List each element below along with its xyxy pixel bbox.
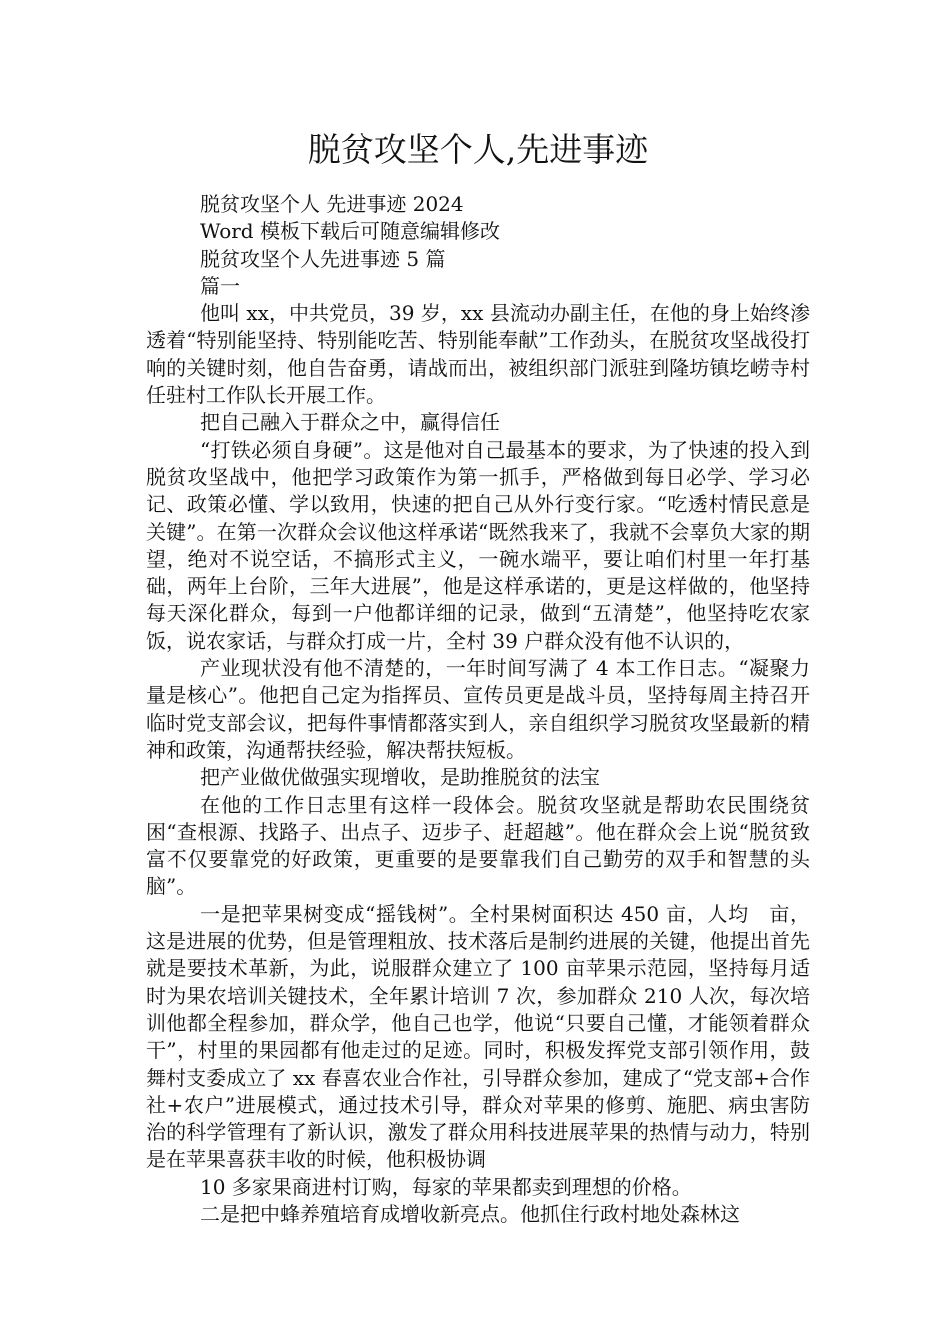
paragraph: 二是把中蜂养殖培育成增收新亮点。他抓住行政村地处森林这 [200,1201,740,1226]
section-label: 篇一 [200,273,240,298]
document-body [146,191,810,1228]
paragraph: “打铁必须自身硬”。这是他对自己最基本的要求，为了快速的投入到脱贫攻坚战中，他把学习政策作为第一抓手，严格做到每日必学、学习必记、政策必懂、学以致用，快速的把自己从外行变行家。“吃透村情民意是关键”。在第一次群众会议他这样承诺“既然我来了，我就不会辜负大家的期望，绝对不说空话，不搞形式主义，一碗水端平，要让咱们村里一年打基础，两年上台阶，三年大进展”，他是这样承诺的，更是这样做的，他坚持每天深化群众，每到一户他都详细的记录，做到“五清楚”，他坚持吃农家饭，说农家话，与群众打成一片，全村 39 户群众没有他不认识的， [146,437,810,653]
paragraph: 10 多家果商进村订购，每家的苹果都卖到理想的价格。 [200,1174,692,1199]
section-heading: 把自己融入于群众之中，赢得信任 [200,410,500,435]
paragraph: 在他的工作日志里有这样一段体会。脱贫攻坚就是帮助农民围绕贫困“查根源、找路子、出点子、迈步子、赶超越”。他在群众会上说“脱贫致富不仅要靠党的好政策，更重要的是要靠我们自己勤劳的双手和智慧的头脑”。 [146,792,810,899]
document-title: 脱贫攻坚个人,先进事迹 [307,130,649,169]
section-heading: 把产业做优做强实现增收，是助推脱贫的法宝 [200,765,600,790]
paragraph: 产业现状没有他不清楚的，一年时间写满了 4 本工作日志。“凝聚力量是核心”。他把自己定为指挥员、宣传员更是战斗员，坚持每周主持召开临时党支部会议，把每件事情都落实到人，亲自组织学习脱贫攻坚最新的精神和政策，沟通帮扶经验，解决帮扶短板。 [146,656,810,762]
header-line: Word 模板下载后可随意编辑修改 [200,219,500,244]
paragraph: 一是把苹果树变成“摇钱树”。全村果树面积达 450 亩，人均 亩，这是进展的优势，但是管理粗放、技术落后是制约进展的关键，他提出首先就是要技术革新，为此，说服群众建立了 100 亩苹果示范园，坚持每月适时为果农培训关键技术，全年累计培训 7 次，参加群众 210 人次，每次培训他都全程参加，群众学，他自己也学，他说“只要自己懂，才能领着群众干”，村里的果园都有他走过的足迹。同时，积极发挥党支部引领作用，鼓舞村支委成立了 xx 春喜农业合作社，引导群众参加，建成了“党支部+合作社+农户”进展模式，通过技术引导，群众对苹果的修剪、施肥、病虫害防治的科学管理有了新认识，激发了群众用科技进展苹果的热情与动力，特别是在苹果喜获丰收的时候，他积极协调 [146,901,810,1172]
header-line: 脱贫攻坚个人 先进事迹 2024 [200,192,464,216]
paragraph: 他叫 xx，中共党员，39 岁，xx 县流动办副主任，在他的身上始终渗透着“特别能坚持、特别能吃苦、特别能奉献”工作劲头，在脱贫攻坚战役打响的关键时刻，他自告奋勇，请战而出，被组织部门派驻到隆坊镇圪崂寺村任驻村工作队长开展工作。 [146,301,810,408]
header-line: 脱贫攻坚个人先进事迹 5 篇 [200,246,446,271]
